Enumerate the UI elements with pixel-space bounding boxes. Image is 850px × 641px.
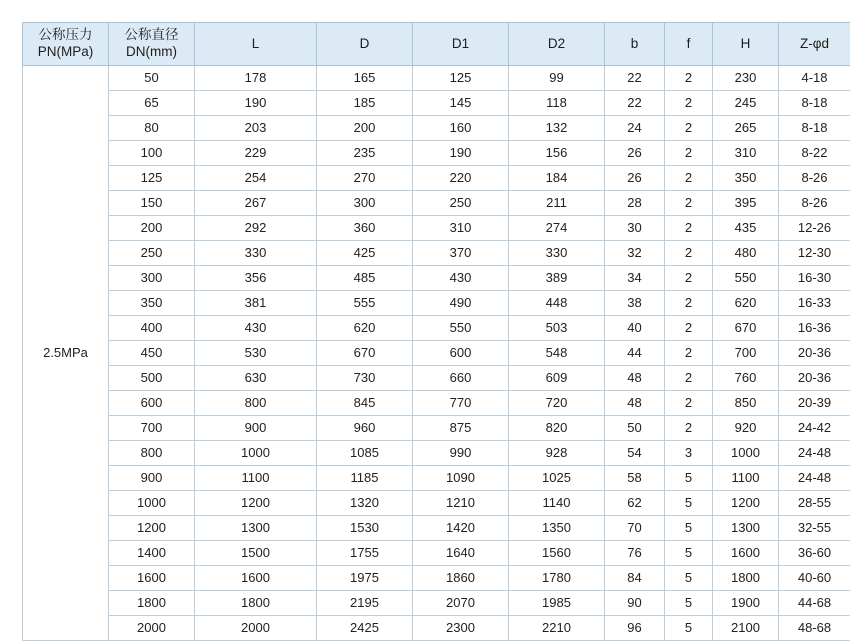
table-row — [23, 266, 850, 291]
cell-dn: 300 — [109, 266, 195, 291]
cell-h: 670 — [713, 316, 779, 341]
cell-f: 2 — [665, 216, 713, 241]
cell-d1: 1640 — [413, 541, 509, 566]
cell-d: 1530 — [317, 516, 413, 541]
cell-dn: 450 — [109, 341, 195, 366]
cell-dn: 1600 — [109, 566, 195, 591]
cell-z: 24-48 — [779, 441, 850, 466]
table-row — [23, 541, 850, 566]
cell-d1: 145 — [413, 91, 509, 116]
cell-d: 360 — [317, 216, 413, 241]
cell-h: 1600 — [713, 541, 779, 566]
cell-f: 2 — [665, 66, 713, 91]
cell-d2: 184 — [509, 166, 605, 191]
cell-d2: 274 — [509, 216, 605, 241]
cell-b: 28 — [605, 191, 665, 216]
cell-dn: 800 — [109, 441, 195, 466]
cell-d2: 820 — [509, 416, 605, 441]
cell-dn: 150 — [109, 191, 195, 216]
cell-f: 2 — [665, 166, 713, 191]
cell-d1: 660 — [413, 366, 509, 391]
table-body — [23, 66, 850, 641]
cell-h: 265 — [713, 116, 779, 141]
cell-z: 8-22 — [779, 141, 850, 166]
cell-d: 165 — [317, 66, 413, 91]
table-row — [23, 66, 850, 91]
cell-z: 16-36 — [779, 316, 850, 341]
cell-b: 32 — [605, 241, 665, 266]
cell-nominal-pressure: 2.5MPa — [23, 66, 109, 641]
cell-z: 24-42 — [779, 416, 850, 441]
cell-l: 1300 — [195, 516, 317, 541]
cell-b: 62 — [605, 491, 665, 516]
cell-d: 300 — [317, 191, 413, 216]
cell-f: 2 — [665, 366, 713, 391]
cell-h: 480 — [713, 241, 779, 266]
cell-f: 2 — [665, 91, 713, 116]
cell-d1: 1090 — [413, 466, 509, 491]
cell-l: 900 — [195, 416, 317, 441]
cell-d2: 1350 — [509, 516, 605, 541]
cell-f: 5 — [665, 566, 713, 591]
cell-d1: 1860 — [413, 566, 509, 591]
cell-h: 1100 — [713, 466, 779, 491]
cell-d: 1185 — [317, 466, 413, 491]
cell-b: 40 — [605, 316, 665, 341]
cell-dn: 700 — [109, 416, 195, 441]
cell-z: 8-18 — [779, 116, 850, 141]
cell-l: 190 — [195, 91, 317, 116]
cell-dn: 600 — [109, 391, 195, 416]
cell-f: 2 — [665, 191, 713, 216]
cell-d: 1085 — [317, 441, 413, 466]
cell-b: 70 — [605, 516, 665, 541]
cell-d2: 389 — [509, 266, 605, 291]
cell-b: 76 — [605, 541, 665, 566]
cell-f: 2 — [665, 416, 713, 441]
cell-h: 550 — [713, 266, 779, 291]
table-row — [23, 341, 850, 366]
cell-l: 203 — [195, 116, 317, 141]
cell-d: 185 — [317, 91, 413, 116]
cell-f: 5 — [665, 616, 713, 641]
table-row — [23, 316, 850, 341]
header-f: f — [665, 23, 713, 66]
table-row — [23, 91, 850, 116]
table-row — [23, 166, 850, 191]
table-row — [23, 141, 850, 166]
header-d2: D2 — [509, 23, 605, 66]
cell-d1: 990 — [413, 441, 509, 466]
cell-f: 2 — [665, 316, 713, 341]
cell-d2: 720 — [509, 391, 605, 416]
cell-b: 50 — [605, 416, 665, 441]
cell-d1: 875 — [413, 416, 509, 441]
cell-d2: 1985 — [509, 591, 605, 616]
cell-l: 2000 — [195, 616, 317, 641]
cell-dn: 2000 — [109, 616, 195, 641]
cell-l: 1800 — [195, 591, 317, 616]
cell-h: 850 — [713, 391, 779, 416]
cell-d: 1755 — [317, 541, 413, 566]
cell-b: 26 — [605, 166, 665, 191]
cell-d2: 1025 — [509, 466, 605, 491]
cell-d1: 190 — [413, 141, 509, 166]
cell-z: 24-48 — [779, 466, 850, 491]
header-z-phi-d: Z-φd — [779, 23, 850, 66]
cell-h: 1300 — [713, 516, 779, 541]
cell-b: 26 — [605, 141, 665, 166]
cell-dn: 900 — [109, 466, 195, 491]
cell-f: 3 — [665, 441, 713, 466]
cell-z: 20-39 — [779, 391, 850, 416]
cell-l: 1600 — [195, 566, 317, 591]
cell-d1: 430 — [413, 266, 509, 291]
cell-d: 670 — [317, 341, 413, 366]
cell-d2: 132 — [509, 116, 605, 141]
header-nominal-pressure-line2: PN(MPa) — [23, 44, 108, 61]
cell-dn: 1200 — [109, 516, 195, 541]
table-row — [23, 391, 850, 416]
cell-dn: 400 — [109, 316, 195, 341]
cell-h: 435 — [713, 216, 779, 241]
cell-dn: 125 — [109, 166, 195, 191]
cell-d2: 1560 — [509, 541, 605, 566]
cell-d: 1975 — [317, 566, 413, 591]
cell-dn: 1800 — [109, 591, 195, 616]
cell-b: 48 — [605, 366, 665, 391]
cell-d: 235 — [317, 141, 413, 166]
cell-d2: 448 — [509, 291, 605, 316]
header-b: b — [605, 23, 665, 66]
table-row — [23, 441, 850, 466]
header-row — [23, 23, 850, 66]
cell-l: 530 — [195, 341, 317, 366]
cell-h: 1000 — [713, 441, 779, 466]
cell-dn: 65 — [109, 91, 195, 116]
cell-l: 1100 — [195, 466, 317, 491]
cell-d: 425 — [317, 241, 413, 266]
cell-d1: 1420 — [413, 516, 509, 541]
cell-f: 2 — [665, 341, 713, 366]
cell-b: 58 — [605, 466, 665, 491]
cell-f: 2 — [665, 241, 713, 266]
table-row — [23, 591, 850, 616]
cell-l: 1500 — [195, 541, 317, 566]
cell-d2: 1780 — [509, 566, 605, 591]
cell-l: 267 — [195, 191, 317, 216]
cell-d2: 118 — [509, 91, 605, 116]
header-h: H — [713, 23, 779, 66]
cell-d1: 1210 — [413, 491, 509, 516]
cell-z: 4-18 — [779, 66, 850, 91]
cell-dn: 1000 — [109, 491, 195, 516]
cell-z: 48-68 — [779, 616, 850, 641]
cell-d2: 928 — [509, 441, 605, 466]
cell-l: 1200 — [195, 491, 317, 516]
cell-z: 8-18 — [779, 91, 850, 116]
header-nominal-pressure — [23, 23, 109, 66]
cell-d1: 220 — [413, 166, 509, 191]
table-row — [23, 191, 850, 216]
table-row — [23, 491, 850, 516]
cell-z: 20-36 — [779, 341, 850, 366]
cell-d1: 490 — [413, 291, 509, 316]
table-row — [23, 291, 850, 316]
cell-b: 34 — [605, 266, 665, 291]
cell-d2: 1140 — [509, 491, 605, 516]
cell-h: 620 — [713, 291, 779, 316]
cell-l: 800 — [195, 391, 317, 416]
cell-h: 920 — [713, 416, 779, 441]
cell-d: 2425 — [317, 616, 413, 641]
header-nominal-diameter-line2: DN(mm) — [109, 44, 194, 61]
table-row — [23, 566, 850, 591]
cell-d: 845 — [317, 391, 413, 416]
cell-b: 90 — [605, 591, 665, 616]
cell-h: 1900 — [713, 591, 779, 616]
cell-h: 1800 — [713, 566, 779, 591]
cell-f: 5 — [665, 516, 713, 541]
cell-d1: 160 — [413, 116, 509, 141]
cell-d1: 125 — [413, 66, 509, 91]
cell-h: 2100 — [713, 616, 779, 641]
cell-d2: 156 — [509, 141, 605, 166]
table-row — [23, 616, 850, 641]
cell-dn: 200 — [109, 216, 195, 241]
cell-z: 12-30 — [779, 241, 850, 266]
cell-z: 40-60 — [779, 566, 850, 591]
cell-b: 48 — [605, 391, 665, 416]
table-row — [23, 516, 850, 541]
cell-d: 555 — [317, 291, 413, 316]
cell-d2: 211 — [509, 191, 605, 216]
cell-d: 200 — [317, 116, 413, 141]
cell-d1: 770 — [413, 391, 509, 416]
cell-l: 630 — [195, 366, 317, 391]
cell-dn: 500 — [109, 366, 195, 391]
cell-l: 1000 — [195, 441, 317, 466]
cell-d: 730 — [317, 366, 413, 391]
cell-d2: 548 — [509, 341, 605, 366]
cell-d: 2195 — [317, 591, 413, 616]
cell-b: 22 — [605, 66, 665, 91]
cell-b: 44 — [605, 341, 665, 366]
cell-h: 700 — [713, 341, 779, 366]
cell-dn: 1400 — [109, 541, 195, 566]
cell-dn: 80 — [109, 116, 195, 141]
cell-h: 230 — [713, 66, 779, 91]
cell-b: 54 — [605, 441, 665, 466]
cell-b: 30 — [605, 216, 665, 241]
cell-f: 2 — [665, 141, 713, 166]
header-d: D — [317, 23, 413, 66]
cell-f: 5 — [665, 491, 713, 516]
dimensions-table — [22, 22, 850, 641]
table-header — [23, 23, 850, 66]
cell-z: 8-26 — [779, 166, 850, 191]
cell-f: 2 — [665, 116, 713, 141]
cell-h: 350 — [713, 166, 779, 191]
cell-l: 330 — [195, 241, 317, 266]
cell-f: 2 — [665, 291, 713, 316]
cell-d: 1320 — [317, 491, 413, 516]
header-nominal-pressure-line1: 公称压力 — [23, 27, 108, 44]
cell-f: 5 — [665, 541, 713, 566]
cell-dn: 350 — [109, 291, 195, 316]
cell-b: 24 — [605, 116, 665, 141]
cell-d2: 330 — [509, 241, 605, 266]
cell-l: 229 — [195, 141, 317, 166]
cell-z: 12-26 — [779, 216, 850, 241]
cell-b: 84 — [605, 566, 665, 591]
table-row — [23, 466, 850, 491]
cell-z: 28-55 — [779, 491, 850, 516]
cell-h: 310 — [713, 141, 779, 166]
cell-d1: 2070 — [413, 591, 509, 616]
cell-l: 381 — [195, 291, 317, 316]
cell-dn: 250 — [109, 241, 195, 266]
cell-f: 5 — [665, 591, 713, 616]
cell-d: 270 — [317, 166, 413, 191]
table-row — [23, 416, 850, 441]
cell-d2: 609 — [509, 366, 605, 391]
cell-z: 36-60 — [779, 541, 850, 566]
cell-d1: 370 — [413, 241, 509, 266]
cell-h: 395 — [713, 191, 779, 216]
cell-z: 20-36 — [779, 366, 850, 391]
cell-d2: 503 — [509, 316, 605, 341]
cell-d2: 99 — [509, 66, 605, 91]
cell-z: 16-33 — [779, 291, 850, 316]
cell-b: 96 — [605, 616, 665, 641]
cell-dn: 50 — [109, 66, 195, 91]
cell-d1: 310 — [413, 216, 509, 241]
table-row — [23, 241, 850, 266]
cell-f: 2 — [665, 266, 713, 291]
cell-z: 32-55 — [779, 516, 850, 541]
header-nominal-diameter — [109, 23, 195, 66]
cell-z: 16-30 — [779, 266, 850, 291]
cell-z: 44-68 — [779, 591, 850, 616]
cell-d2: 2210 — [509, 616, 605, 641]
cell-d: 620 — [317, 316, 413, 341]
cell-l: 356 — [195, 266, 317, 291]
cell-d1: 2300 — [413, 616, 509, 641]
table-row — [23, 366, 850, 391]
cell-d1: 600 — [413, 341, 509, 366]
cell-h: 760 — [713, 366, 779, 391]
cell-f: 2 — [665, 391, 713, 416]
cell-l: 292 — [195, 216, 317, 241]
cell-l: 254 — [195, 166, 317, 191]
cell-f: 5 — [665, 466, 713, 491]
cell-h: 1200 — [713, 491, 779, 516]
cell-d: 960 — [317, 416, 413, 441]
header-l: L — [195, 23, 317, 66]
header-d1: D1 — [413, 23, 509, 66]
cell-dn: 100 — [109, 141, 195, 166]
cell-b: 38 — [605, 291, 665, 316]
cell-d1: 250 — [413, 191, 509, 216]
cell-b: 22 — [605, 91, 665, 116]
header-nominal-diameter-line1: 公称直径 — [109, 27, 194, 44]
cell-d: 485 — [317, 266, 413, 291]
table-row — [23, 116, 850, 141]
cell-d1: 550 — [413, 316, 509, 341]
cell-z: 8-26 — [779, 191, 850, 216]
cell-h: 245 — [713, 91, 779, 116]
cell-l: 178 — [195, 66, 317, 91]
table-row — [23, 216, 850, 241]
cell-l: 430 — [195, 316, 317, 341]
